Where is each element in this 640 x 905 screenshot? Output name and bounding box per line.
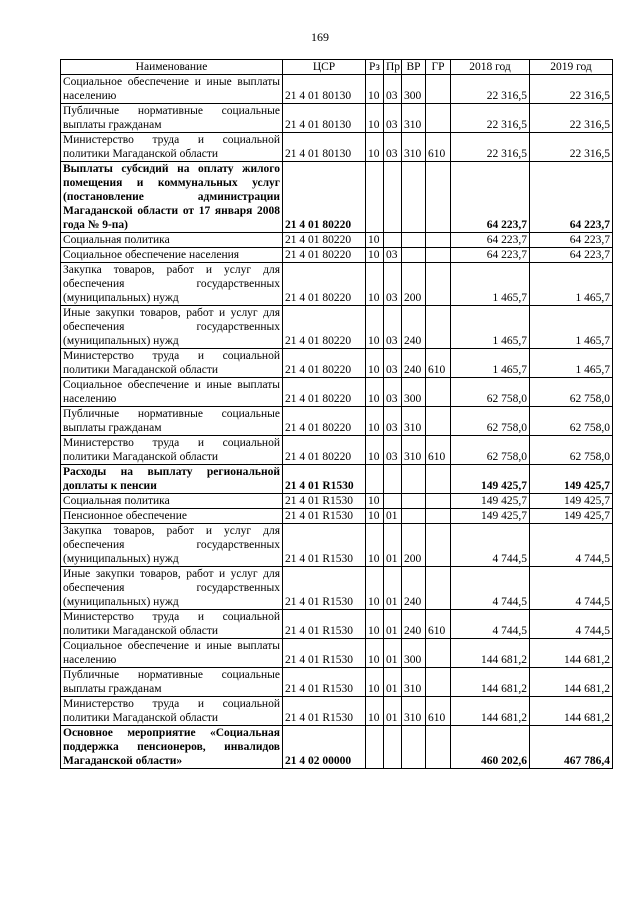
cell-y2018: 62 758,0 [451,407,530,436]
cell-vr: 240 [402,567,426,610]
table-body [61,75,613,769]
table-row [61,610,613,639]
cell-pr [384,494,402,509]
cell-csr: 21 4 01 R1530 [283,668,366,697]
cell-y2019: 149 425,7 [530,465,613,494]
cell-rz: 10 [366,567,384,610]
cell-y2018: 144 681,2 [451,639,530,668]
table-row [61,668,613,697]
cell-name: Основное мероприятие «Социальная поддержка пенсионеров, инвалидов Магаданской области» [61,726,283,769]
table-row [61,494,613,509]
cell-name: Публичные нормативные социальные выплаты гражданам [61,407,283,436]
cell-y2019: 64 223,7 [530,233,613,248]
cell-rz: 10 [366,407,384,436]
cell-gr [426,233,451,248]
cell-vr: 240 [402,610,426,639]
cell-csr: 21 4 01 R1530 [283,697,366,726]
cell-csr: 21 4 02 00000 [283,726,366,769]
cell-gr [426,509,451,524]
cell-vr [402,162,426,233]
cell-pr: 03 [384,378,402,407]
cell-y2019: 4 744,5 [530,567,613,610]
cell-pr: 01 [384,567,402,610]
cell-gr [426,494,451,509]
cell-pr: 01 [384,639,402,668]
cell-name: Социальное обеспечение и иные выплаты населению [61,75,283,104]
cell-y2018: 144 681,2 [451,697,530,726]
cell-csr: 21 4 01 80130 [283,104,366,133]
cell-rz: 10 [366,306,384,349]
table-row [61,75,613,104]
cell-name: Министерство труда и социальной политики Магаданской области [61,610,283,639]
cell-gr [426,104,451,133]
cell-rz: 10 [366,133,384,162]
cell-csr: 21 4 01 80220 [283,248,366,263]
cell-name: Социальное обеспечение и иные выплаты населению [61,639,283,668]
cell-y2018: 64 223,7 [451,162,530,233]
table-row [61,407,613,436]
cell-y2018: 1 465,7 [451,306,530,349]
cell-gr [426,306,451,349]
table-row [61,524,613,567]
cell-y2019: 1 465,7 [530,263,613,306]
cell-pr: 03 [384,248,402,263]
cell-y2019: 62 758,0 [530,378,613,407]
cell-name: Социальное обеспечение населения [61,248,283,263]
cell-name: Расходы на выплату региональной доплаты к пенсии [61,465,283,494]
cell-name: Министерство труда и социальной политики Магаданской области [61,697,283,726]
cell-pr: 01 [384,524,402,567]
cell-y2018: 64 223,7 [451,248,530,263]
table-row [61,349,613,378]
cell-vr: 310 [402,436,426,465]
cell-y2019: 4 744,5 [530,524,613,567]
cell-rz: 10 [366,494,384,509]
cell-y2019: 62 758,0 [530,436,613,465]
cell-name: Министерство труда и социальной политики Магаданской области [61,349,283,378]
cell-csr: 21 4 01 80130 [283,75,366,104]
cell-y2019: 149 425,7 [530,494,613,509]
cell-y2019: 22 316,5 [530,104,613,133]
cell-y2018: 1 465,7 [451,349,530,378]
page-number: 169 [311,30,329,44]
cell-y2018: 62 758,0 [451,436,530,465]
cell-y2018: 22 316,5 [451,104,530,133]
table-row [61,248,613,263]
cell-rz: 10 [366,104,384,133]
cell-rz [366,726,384,769]
cell-csr: 21 4 01 80220 [283,349,366,378]
cell-rz: 10 [366,668,384,697]
cell-pr: 03 [384,436,402,465]
cell-name: Публичные нормативные социальные выплаты гражданам [61,668,283,697]
cell-rz: 10 [366,509,384,524]
cell-gr [426,407,451,436]
cell-y2019: 64 223,7 [530,248,613,263]
cell-y2018: 64 223,7 [451,233,530,248]
cell-csr: 21 4 01 R1530 [283,465,366,494]
cell-csr: 21 4 01 80220 [283,378,366,407]
cell-name: Закупка товаров, работ и услуг для обеспечения государственных (муниципальных) нужд [61,524,283,567]
cell-name: Закупка товаров, работ и услуг для обеспечения государственных (муниципальных) нужд [61,263,283,306]
cell-vr: 240 [402,306,426,349]
cell-y2018: 4 744,5 [451,524,530,567]
cell-name: Министерство труда и социальной политики Магаданской области [61,133,283,162]
column-header-2018: 2018 год [451,60,530,75]
table-row [61,697,613,726]
cell-csr: 21 4 01 80220 [283,233,366,248]
cell-y2018: 149 425,7 [451,494,530,509]
cell-pr [384,465,402,494]
cell-y2018: 144 681,2 [451,668,530,697]
cell-csr: 21 4 01 80220 [283,407,366,436]
budget-table [60,59,613,769]
cell-y2019: 144 681,2 [530,639,613,668]
cell-vr [402,726,426,769]
cell-gr [426,263,451,306]
column-header-gr: ГР [426,60,451,75]
cell-rz: 10 [366,378,384,407]
cell-vr: 310 [402,104,426,133]
cell-rz: 10 [366,697,384,726]
cell-name: Социальная политика [61,494,283,509]
cell-pr: 01 [384,697,402,726]
cell-rz: 10 [366,75,384,104]
cell-csr: 21 4 01 R1530 [283,524,366,567]
cell-gr [426,465,451,494]
table-row [61,133,613,162]
cell-csr: 21 4 01 80220 [283,162,366,233]
cell-gr: 610 [426,697,451,726]
cell-csr: 21 4 01 80220 [283,306,366,349]
cell-name: Социальная политика [61,233,283,248]
cell-rz: 10 [366,263,384,306]
table-row [61,306,613,349]
table-row [61,263,613,306]
cell-vr: 310 [402,668,426,697]
table-row [61,233,613,248]
cell-rz: 10 [366,639,384,668]
cell-vr: 240 [402,349,426,378]
cell-name: Иные закупки товаров, работ и услуг для обеспечения государственных (муниципальных) нужд [61,567,283,610]
cell-vr [402,509,426,524]
cell-vr: 310 [402,697,426,726]
table-row [61,726,613,769]
cell-pr: 03 [384,75,402,104]
table-row [61,567,613,610]
cell-pr: 03 [384,407,402,436]
cell-gr [426,75,451,104]
cell-y2019: 144 681,2 [530,697,613,726]
cell-name: Выплаты субсидий на оплату жилого помещения и коммунальных услуг (постановление администрации Магаданской области от 17 января 2008 года № 9-па) [61,162,283,233]
cell-csr: 21 4 01 R1530 [283,639,366,668]
cell-name: Публичные нормативные социальные выплаты гражданам [61,104,283,133]
cell-pr [384,726,402,769]
cell-y2018: 460 202,6 [451,726,530,769]
cell-gr: 610 [426,349,451,378]
cell-csr: 21 4 01 R1530 [283,567,366,610]
cell-gr [426,524,451,567]
table-header-row [61,60,613,75]
cell-rz: 10 [366,233,384,248]
cell-gr [426,726,451,769]
cell-gr [426,567,451,610]
cell-pr: 03 [384,263,402,306]
cell-y2018: 4 744,5 [451,567,530,610]
cell-name: Пенсионное обеспечение [61,509,283,524]
cell-rz: 10 [366,436,384,465]
cell-csr: 21 4 01 80130 [283,133,366,162]
cell-pr: 03 [384,133,402,162]
cell-y2018: 149 425,7 [451,465,530,494]
cell-y2018: 1 465,7 [451,263,530,306]
cell-pr [384,162,402,233]
cell-csr: 21 4 01 80220 [283,436,366,465]
cell-pr: 03 [384,104,402,133]
cell-name: Социальное обеспечение и иные выплаты населению [61,378,283,407]
cell-pr: 01 [384,668,402,697]
cell-y2019: 64 223,7 [530,162,613,233]
cell-y2019: 1 465,7 [530,349,613,378]
cell-vr: 300 [402,378,426,407]
cell-csr: 21 4 01 R1530 [283,509,366,524]
cell-y2019: 4 744,5 [530,610,613,639]
cell-y2019: 467 786,4 [530,726,613,769]
cell-name: Иные закупки товаров, работ и услуг для обеспечения государственных (муниципальных) нужд [61,306,283,349]
cell-vr: 310 [402,133,426,162]
cell-csr: 21 4 01 80220 [283,263,366,306]
cell-gr [426,248,451,263]
column-header-rz: Рз [366,60,384,75]
cell-y2019: 22 316,5 [530,75,613,104]
cell-vr: 200 [402,524,426,567]
column-header-csr: ЦСР [283,60,366,75]
table-row [61,465,613,494]
cell-csr: 21 4 01 R1530 [283,610,366,639]
cell-vr [402,465,426,494]
table-row [61,639,613,668]
cell-vr [402,233,426,248]
table-row [61,436,613,465]
cell-gr: 610 [426,436,451,465]
cell-rz [366,465,384,494]
cell-pr: 03 [384,306,402,349]
cell-pr [384,233,402,248]
cell-vr: 200 [402,263,426,306]
cell-gr [426,639,451,668]
cell-rz: 10 [366,248,384,263]
cell-pr: 03 [384,349,402,378]
cell-gr: 610 [426,133,451,162]
cell-name: Министерство труда и социальной политики Магаданской области [61,436,283,465]
cell-y2018: 22 316,5 [451,75,530,104]
cell-vr: 310 [402,407,426,436]
cell-y2018: 62 758,0 [451,378,530,407]
column-header-pr: Пр [384,60,402,75]
cell-rz: 10 [366,349,384,378]
cell-y2018: 149 425,7 [451,509,530,524]
cell-y2019: 22 316,5 [530,133,613,162]
cell-y2018: 22 316,5 [451,133,530,162]
column-header-name: Наименование [61,60,283,75]
cell-y2019: 144 681,2 [530,668,613,697]
table-row [61,104,613,133]
cell-pr: 01 [384,610,402,639]
cell-gr [426,668,451,697]
cell-y2018: 4 744,5 [451,610,530,639]
cell-vr [402,494,426,509]
table-row [61,378,613,407]
cell-y2019: 149 425,7 [530,509,613,524]
cell-pr: 01 [384,509,402,524]
cell-vr [402,248,426,263]
cell-gr [426,162,451,233]
cell-rz [366,162,384,233]
cell-gr [426,378,451,407]
cell-gr: 610 [426,610,451,639]
cell-vr: 300 [402,639,426,668]
cell-rz: 10 [366,610,384,639]
cell-y2019: 62 758,0 [530,407,613,436]
table-row [61,162,613,233]
column-header-vr: ВР [402,60,426,75]
cell-csr: 21 4 01 R1530 [283,494,366,509]
cell-y2019: 1 465,7 [530,306,613,349]
cell-vr: 300 [402,75,426,104]
table-row [61,509,613,524]
column-header-2019: 2019 год [530,60,613,75]
cell-rz: 10 [366,524,384,567]
